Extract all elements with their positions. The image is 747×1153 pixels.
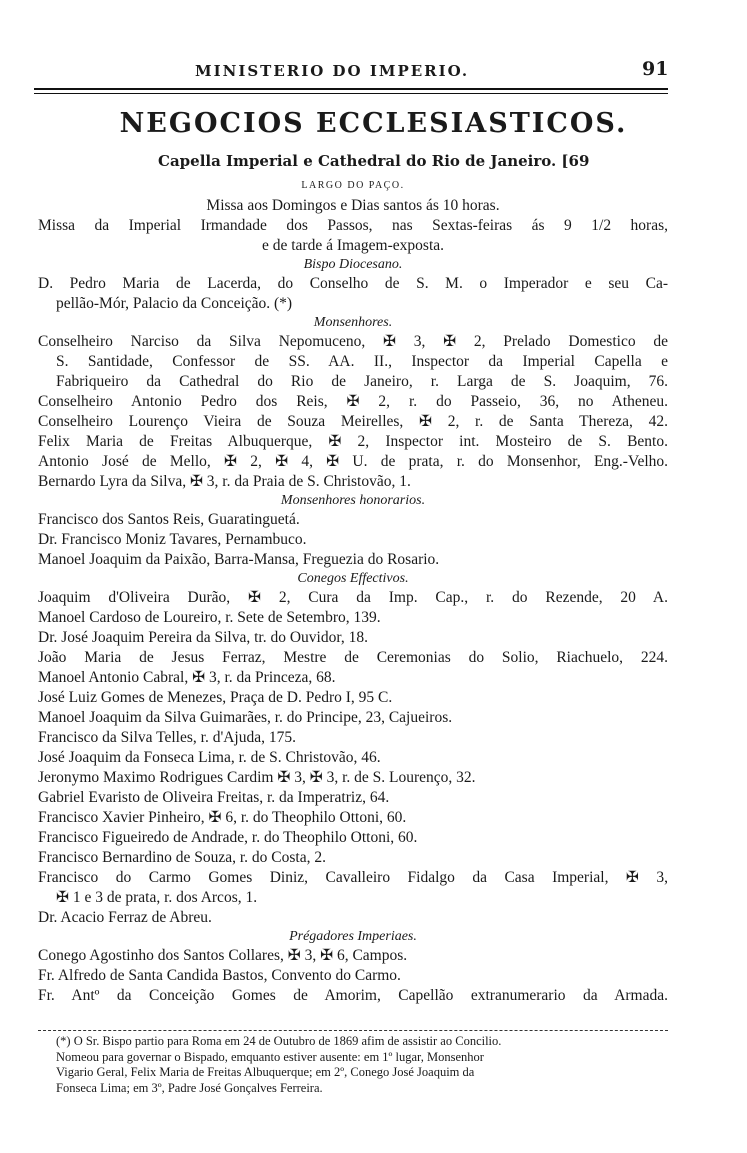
footnote-line: (*) O Sr. Bispo partio para Roma em 24 de Outubro de 1869 afim de assistir ao Concilio. xyxy=(56,1034,502,1048)
entry-line: Conego Agostinho dos Santos Collares, ✠ 3, ✠ 6, Campos. xyxy=(38,947,408,964)
entry-line: Conselheiro Narciso da Silva Nepomuceno, ✠ 3, ✠ 2, Prelado Domestico de xyxy=(38,333,668,350)
entry-line: Francisco Bernardino de Souza, r. do Costa, 2. xyxy=(38,849,326,866)
entry-line: Francisco da Silva Telles, r. d'Ajuda, 175. xyxy=(38,729,296,746)
entry-line: e de tarde á Imagem-exposta. xyxy=(261,237,445,254)
header-rule xyxy=(34,88,668,90)
entries-list xyxy=(38,176,668,1006)
entry-line: Francisco dos Santos Reis, Guaratinguetá. xyxy=(38,511,300,528)
entry-line: Francisco Xavier Pinheiro, ✠ 6, r. do Theophilo Ottoni, 60. xyxy=(38,809,407,826)
section-subtitle: Capella Imperial e Cathedral do Rio de Janeiro. [69 xyxy=(158,152,590,170)
section-heading: Monsenhores honorarios. xyxy=(280,493,426,508)
footnote-rule xyxy=(38,1030,668,1031)
entry-line: Antonio José de Mello, ✠ 2, ✠ 4, ✠ U. de prata, r. do Monsenhor, Eng.-Velho. xyxy=(38,453,668,470)
entry-line: José Joaquim da Fonseca Lima, r. de S. Christovão, 46. xyxy=(38,749,381,766)
entry-line: Manoel Cardoso de Loureiro, r. Sete de Setembro, 139. xyxy=(38,609,381,626)
entry-line: Manoel Joaquim da Paixão, Barra-Mansa, Freguezia do Rosario. xyxy=(38,551,440,568)
footnote xyxy=(56,1034,668,1096)
entry-line: Missa aos Domingos e Dias santos ás 10 horas. xyxy=(206,197,500,214)
entry-line: José Luiz Gomes de Menezes, Praça de D. Pedro I, 95 C. xyxy=(38,689,393,706)
entry-line: ✠ 1 e 3 de prata, r. dos Arcos, 1. xyxy=(56,889,258,906)
page-header xyxy=(0,58,747,88)
entry-line: Conselheiro Antonio Pedro dos Reis, ✠ 2, r. do Passeio, 36, no Atheneu. xyxy=(38,393,668,410)
entry-line: Conselheiro Lourenço Vieira de Souza Meirelles, ✠ 2, r. de Santa Thereza, 42. xyxy=(38,413,668,430)
footnote-line: Vigario Geral, Felix Maria de Freitas Albuquerque; em 2º, Conego José Joaquim da xyxy=(56,1065,475,1079)
section-heading: Prégadores Imperiaes. xyxy=(289,929,417,944)
entry-line: S. Santidade, Confessor de SS. AA. II., Inspector da Imperial Capella e xyxy=(56,353,668,370)
page-number: 91 xyxy=(642,58,669,80)
entry-line: Felix Maria de Freitas Albuquerque, ✠ 2, Inspector int. Mosteiro de S. Bento. xyxy=(38,433,668,450)
entry-line: Dr. Francisco Moniz Tavares, Pernambuco. xyxy=(38,531,307,548)
entry-line: Bernardo Lyra da Silva, ✠ 3, r. da Praia de S. Christovão, 1. xyxy=(38,473,411,490)
section-heading: Monsenhores. xyxy=(313,315,393,330)
section-title: NEGOCIOS ECCLESIASTICOS. xyxy=(119,108,628,139)
header-rule-thin xyxy=(34,93,668,94)
section-heading: Bispo Diocesano. xyxy=(303,257,403,272)
entry-line: Manoel Antonio Cabral, ✠ 3, r. da Princeza, 68. xyxy=(38,669,336,686)
entry-line: Gabriel Evaristo de Oliveira Freitas, r. da Imperatriz, 64. xyxy=(38,789,390,806)
footnote-line: Fonseca Lima; em 3º, Padre José Gonçalves Ferreira. xyxy=(56,1080,323,1095)
entry-line: Joaquim d'Oliveira Durão, ✠ 2, Cura da Imp. Cap., r. do Rezende, 20 A. xyxy=(38,589,668,606)
entry-line: Fabriqueiro da Cathedral do Rio de Janeiro, r. Larga de S. Joaquim, 76. xyxy=(56,373,668,390)
entry-line: D. Pedro Maria de Lacerda, do Conselho de S. M. o Imperador e seu Ca- xyxy=(38,275,668,292)
entry-line: Fr. Antº da Conceição Gomes de Amorim, Capellão extranumerario da Armada. xyxy=(38,987,668,1004)
entry-line: Manoel Joaquim da Silva Guimarães, r. do Principe, 23, Cajueiros. xyxy=(38,709,453,726)
running-title: MINISTERIO DO IMPERIO. xyxy=(195,62,470,80)
entry-line: Jeronymo Maximo Rodrigues Cardim ✠ 3, ✠ 3, r. de S. Lourenço, 32. xyxy=(38,769,476,786)
entry-line: pellão-Mór, Palacio da Conceição. (*) xyxy=(56,295,293,312)
entry-line: LARGO DO PAÇO. xyxy=(301,180,405,191)
footnote-line: Nomeou para governar o Bispado, emquanto estiver ausente: em 1º lugar, Monsenhor xyxy=(56,1049,484,1064)
entry-line: Dr. Acacio Ferraz de Abreu. xyxy=(38,909,212,926)
entry-line: Missa da Imperial Irmandade dos Passos, nas Sextas-feiras ás 9 1/2 horas, xyxy=(38,217,668,234)
entry-line: Dr. José Joaquim Pereira da Silva, tr. do Ouvidor, 18. xyxy=(38,629,369,646)
entry-line: Fr. Alfredo de Santa Candida Bastos, Convento do Carmo. xyxy=(38,967,401,984)
entry-line: Francisco do Carmo Gomes Diniz, Cavalleiro Fidalgo da Casa Imperial, ✠ 3, xyxy=(38,869,668,886)
section-heading: Conegos Effectivos. xyxy=(297,571,409,586)
entry-line: Francisco Figueiredo de Andrade, r. do Theophilo Ottoni, 60. xyxy=(38,829,418,846)
entry-line: João Maria de Jesus Ferraz, Mestre de Ceremonias do Solio, Riachuelo, 224. xyxy=(38,649,668,666)
